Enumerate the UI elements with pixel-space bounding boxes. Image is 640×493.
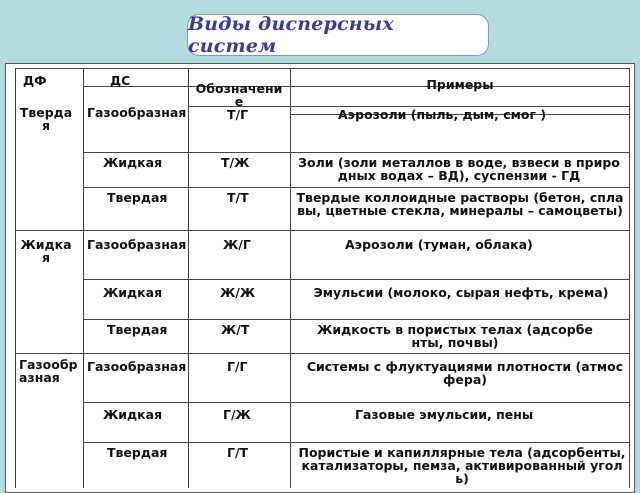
ds-cell: Жидкая [103, 285, 163, 300]
example-cell: Жидкость в пористых телах (адсорбенты, почвы) [317, 322, 593, 350]
ds-cell: Газообразная [87, 359, 187, 374]
header-df: ДФ [23, 73, 47, 88]
grid-line [15, 353, 630, 354]
ds-cell: Жидкая [103, 155, 163, 170]
page-title: Виды дисперсных систем [188, 13, 394, 57]
grid-line [83, 279, 630, 280]
code-cell: Г/Г [227, 359, 248, 374]
example-cell: Золи (золи металлов в воде, взвеси в природных водах – ВД), суспензии - ГД [298, 155, 620, 183]
code-cell: Т/Ж [221, 155, 250, 170]
header-ds: ДС [110, 73, 131, 88]
example-cell: Эмульсии (молоко, сырая нефть, крема) [313, 285, 609, 300]
title-box [187, 14, 489, 56]
grid-line [188, 68, 189, 488]
ds-cell: Твердая [107, 322, 168, 337]
ds-cell: Твердая [107, 445, 168, 460]
code-cell: Ж/Г [223, 237, 251, 252]
code-cell: Ж/Ж [220, 285, 256, 300]
grid-line [83, 68, 84, 488]
grid-line [83, 442, 630, 443]
grid-line [83, 319, 630, 320]
example-cell: Аэрозоли (пыль, дым, смог ) [338, 107, 547, 122]
df-cell: Твердая [19, 105, 73, 133]
df-cell: Газообразная [19, 357, 78, 385]
grid-line [290, 68, 291, 488]
ds-cell: Газообразная [87, 237, 187, 252]
header-designation: Обозначение [195, 81, 283, 109]
ds-cell: Жидкая [103, 407, 163, 422]
example-cell: Твердые коллоидные растворы (бетон, сплавы, цветные стекла, минералы – самоцветы) [296, 190, 624, 218]
example-cell: Системы с флуктуациями плотности (атмосфера) [306, 359, 624, 387]
grid-line [629, 68, 630, 488]
grid-line [15, 68, 630, 69]
code-cell: Т/Т [227, 190, 249, 205]
grid-line [15, 68, 16, 488]
ds-cell: Газообразная [87, 105, 187, 120]
code-cell: Г/Т [227, 445, 249, 460]
code-cell: Г/Ж [223, 407, 251, 422]
grid-line [83, 152, 630, 153]
example-cell: Пористые и капиллярные тела (адсорбенты, катализаторы, пемза, активированный уголь) [298, 445, 626, 486]
example-cell: Газовые эмульсии, пены [355, 407, 534, 422]
grid-line [83, 402, 630, 403]
example-cell: Аэрозоли (туман, облака) [345, 237, 533, 252]
grid-line [83, 187, 630, 188]
code-cell: Т/Г [227, 107, 249, 122]
code-cell: Ж/Т [221, 322, 250, 337]
grid-line [15, 230, 630, 231]
disperse-systems-table [15, 68, 630, 488]
header-examples: Примеры [426, 77, 494, 92]
df-cell: Жидкая [20, 237, 72, 265]
ds-cell: Твердая [107, 190, 168, 205]
